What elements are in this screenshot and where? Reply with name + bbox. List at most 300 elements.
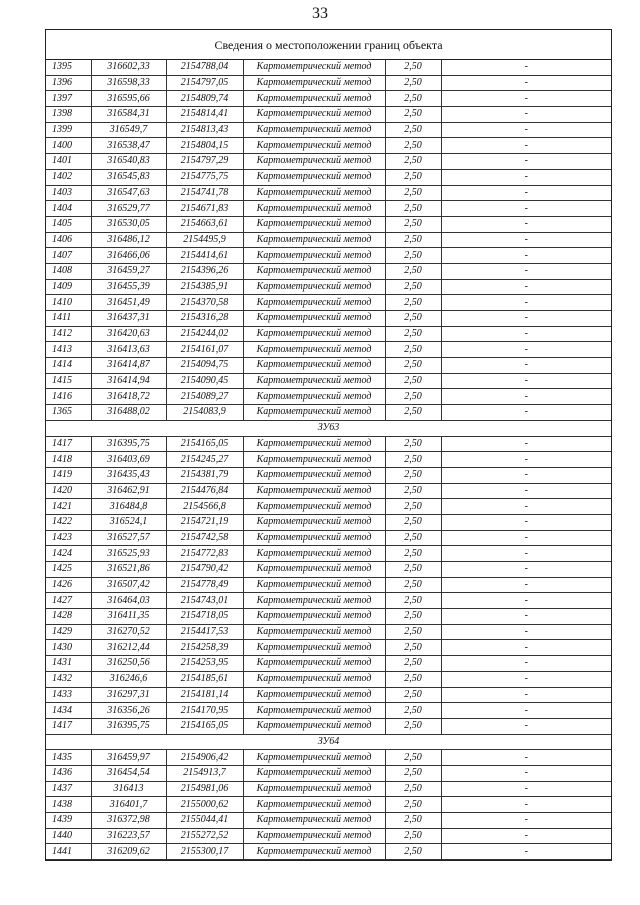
method-cell: Картометрический метод: [243, 216, 385, 232]
precision-cell: 2,50: [385, 311, 441, 327]
description-cell: -: [441, 75, 611, 91]
point-number-cell: 1396: [46, 75, 91, 91]
method-cell: Картометрический метод: [243, 718, 385, 734]
precision-cell: 2,50: [385, 703, 441, 719]
description-cell: -: [441, 185, 611, 201]
x-coordinate-cell: 316538,47: [91, 138, 166, 154]
description-cell: -: [441, 279, 611, 295]
method-cell: Картометрический метод: [243, 781, 385, 797]
precision-cell: 2,50: [385, 609, 441, 625]
method-cell: Картометрический метод: [243, 122, 385, 138]
point-number-cell: 1415: [46, 373, 91, 389]
point-number-cell: 1428: [46, 609, 91, 625]
method-cell: Картометрический метод: [243, 671, 385, 687]
method-cell: Картометрический метод: [243, 389, 385, 405]
x-coordinate-cell: 316459,97: [91, 750, 166, 766]
table-row: [46, 216, 611, 232]
description-cell: -: [441, 154, 611, 170]
description-cell: -: [441, 201, 611, 217]
description-cell: -: [441, 813, 611, 829]
y-coordinate-cell: 2154495,9: [166, 232, 243, 248]
description-cell: -: [441, 656, 611, 672]
description-cell: -: [441, 640, 611, 656]
table-row: [46, 201, 611, 217]
point-number-cell: 1434: [46, 703, 91, 719]
method-cell: Картометрический метод: [243, 562, 385, 578]
boundary-points-table: [46, 60, 611, 860]
point-number-cell: 1404: [46, 201, 91, 217]
precision-cell: 2,50: [385, 577, 441, 593]
point-number-cell: 1416: [46, 389, 91, 405]
y-coordinate-cell: 2154741,78: [166, 185, 243, 201]
point-number-cell: 1399: [46, 122, 91, 138]
precision-cell: 2,50: [385, 483, 441, 499]
y-coordinate-cell: 2154381,79: [166, 467, 243, 483]
x-coordinate-cell: 316413: [91, 781, 166, 797]
y-coordinate-cell: 2154721,19: [166, 514, 243, 530]
y-coordinate-cell: 2154772,83: [166, 546, 243, 562]
precision-cell: 2,50: [385, 248, 441, 264]
y-coordinate-cell: 2155000,62: [166, 797, 243, 813]
y-coordinate-cell: 2154797,05: [166, 75, 243, 91]
table-row: [46, 609, 611, 625]
x-coordinate-cell: 316403,69: [91, 452, 166, 468]
point-number-cell: 1419: [46, 467, 91, 483]
table-row: [46, 562, 611, 578]
method-cell: Картометрический метод: [243, 828, 385, 844]
point-number-cell: 1402: [46, 169, 91, 185]
x-coordinate-cell: 316411,35: [91, 609, 166, 625]
method-cell: Картометрический метод: [243, 279, 385, 295]
method-cell: Картометрический метод: [243, 499, 385, 515]
table-row: [46, 263, 611, 279]
precision-cell: 2,50: [385, 60, 441, 75]
method-cell: Картометрический метод: [243, 656, 385, 672]
table-row: [46, 703, 611, 719]
y-coordinate-cell: 2154790,42: [166, 562, 243, 578]
point-number-cell: 1422: [46, 514, 91, 530]
method-cell: Картометрический метод: [243, 107, 385, 123]
table-row: [46, 483, 611, 499]
method-cell: Картометрический метод: [243, 138, 385, 154]
x-coordinate-cell: 316484,8: [91, 499, 166, 515]
description-cell: -: [441, 373, 611, 389]
precision-cell: 2,50: [385, 640, 441, 656]
precision-cell: 2,50: [385, 624, 441, 640]
method-cell: Картометрический метод: [243, 185, 385, 201]
y-coordinate-cell: 2154913,7: [166, 765, 243, 781]
precision-cell: 2,50: [385, 514, 441, 530]
y-coordinate-cell: 2154906,42: [166, 750, 243, 766]
method-cell: Картометрический метод: [243, 201, 385, 217]
section-label: ЗУ64: [46, 734, 611, 750]
point-number-cell: 1430: [46, 640, 91, 656]
x-coordinate-cell: 316223,57: [91, 828, 166, 844]
x-coordinate-cell: 316540,83: [91, 154, 166, 170]
table-row: [46, 91, 611, 107]
description-cell: -: [441, 169, 611, 185]
description-cell: -: [441, 797, 611, 813]
point-number-cell: 1365: [46, 405, 91, 421]
point-number-cell: 1426: [46, 577, 91, 593]
y-coordinate-cell: 2155300,17: [166, 844, 243, 860]
description-cell: -: [441, 263, 611, 279]
table-row: [46, 750, 611, 766]
x-coordinate-cell: 316401,7: [91, 797, 166, 813]
description-cell: -: [441, 91, 611, 107]
y-coordinate-cell: 2154170,95: [166, 703, 243, 719]
description-cell: -: [441, 609, 611, 625]
precision-cell: 2,50: [385, 467, 441, 483]
description-cell: -: [441, 562, 611, 578]
description-cell: -: [441, 514, 611, 530]
point-number-cell: 1411: [46, 311, 91, 327]
description-cell: -: [441, 358, 611, 374]
point-number-cell: 1409: [46, 279, 91, 295]
x-coordinate-cell: 316246,6: [91, 671, 166, 687]
point-number-cell: 1401: [46, 154, 91, 170]
description-cell: -: [441, 530, 611, 546]
description-cell: -: [441, 436, 611, 452]
precision-cell: 2,50: [385, 593, 441, 609]
x-coordinate-cell: 316464,03: [91, 593, 166, 609]
method-cell: Картометрический метод: [243, 169, 385, 185]
x-coordinate-cell: 316584,31: [91, 107, 166, 123]
method-cell: Картометрический метод: [243, 326, 385, 342]
precision-cell: 2,50: [385, 499, 441, 515]
x-coordinate-cell: 316507,42: [91, 577, 166, 593]
method-cell: Картометрический метод: [243, 483, 385, 499]
method-cell: Картометрический метод: [243, 844, 385, 860]
method-cell: Картометрический метод: [243, 373, 385, 389]
point-number-cell: 1440: [46, 828, 91, 844]
method-cell: Картометрический метод: [243, 546, 385, 562]
table-row: [46, 138, 611, 154]
x-coordinate-cell: 316209,62: [91, 844, 166, 860]
y-coordinate-cell: 2154743,01: [166, 593, 243, 609]
y-coordinate-cell: 2154094,75: [166, 358, 243, 374]
x-coordinate-cell: 316598,33: [91, 75, 166, 91]
precision-cell: 2,50: [385, 750, 441, 766]
precision-cell: 2,50: [385, 765, 441, 781]
description-cell: -: [441, 232, 611, 248]
precision-cell: 2,50: [385, 169, 441, 185]
point-number-cell: 1420: [46, 483, 91, 499]
table-row: [46, 640, 611, 656]
description-cell: -: [441, 671, 611, 687]
x-coordinate-cell: 316466,06: [91, 248, 166, 264]
point-number-cell: 1407: [46, 248, 91, 264]
x-coordinate-cell: 316595,66: [91, 91, 166, 107]
x-coordinate-cell: 316414,87: [91, 358, 166, 374]
method-cell: Картометрический метод: [243, 593, 385, 609]
y-coordinate-cell: 2154813,43: [166, 122, 243, 138]
description-cell: -: [441, 593, 611, 609]
point-number-cell: 1441: [46, 844, 91, 860]
point-number-cell: 1423: [46, 530, 91, 546]
table-row: [46, 844, 611, 860]
method-cell: Картометрический метод: [243, 263, 385, 279]
precision-cell: 2,50: [385, 813, 441, 829]
x-coordinate-cell: 316356,26: [91, 703, 166, 719]
y-coordinate-cell: 2154165,05: [166, 718, 243, 734]
precision-cell: 2,50: [385, 326, 441, 342]
table-row: [46, 75, 611, 91]
y-coordinate-cell: 2154165,05: [166, 436, 243, 452]
x-coordinate-cell: 316529,77: [91, 201, 166, 217]
precision-cell: 2,50: [385, 154, 441, 170]
table-row: [46, 122, 611, 138]
y-coordinate-cell: 2154161,07: [166, 342, 243, 358]
table-row: [46, 248, 611, 264]
precision-cell: 2,50: [385, 436, 441, 452]
y-coordinate-cell: 2154814,41: [166, 107, 243, 123]
method-cell: Картометрический метод: [243, 703, 385, 719]
table-row: [46, 405, 611, 421]
precision-cell: 2,50: [385, 562, 441, 578]
x-coordinate-cell: 316549,7: [91, 122, 166, 138]
table-row: [46, 169, 611, 185]
precision-cell: 2,50: [385, 107, 441, 123]
precision-cell: 2,50: [385, 530, 441, 546]
method-cell: Картометрический метод: [243, 813, 385, 829]
table-row: [46, 452, 611, 468]
precision-cell: 2,50: [385, 342, 441, 358]
method-cell: Картометрический метод: [243, 311, 385, 327]
precision-cell: 2,50: [385, 687, 441, 703]
x-coordinate-cell: 316521,86: [91, 562, 166, 578]
x-coordinate-cell: 316602,33: [91, 60, 166, 75]
method-cell: Картометрический метод: [243, 530, 385, 546]
section-label: ЗУ63: [46, 420, 611, 436]
table-row: [46, 765, 611, 781]
table-row: [46, 436, 611, 452]
description-cell: -: [441, 107, 611, 123]
precision-cell: 2,50: [385, 75, 441, 91]
y-coordinate-cell: 2154663,61: [166, 216, 243, 232]
y-coordinate-cell: 2154253,95: [166, 656, 243, 672]
y-coordinate-cell: 2154797,29: [166, 154, 243, 170]
table-row: [46, 342, 611, 358]
point-number-cell: 1432: [46, 671, 91, 687]
precision-cell: 2,50: [385, 828, 441, 844]
table-row: [46, 671, 611, 687]
method-cell: Картометрический метод: [243, 75, 385, 91]
description-cell: -: [441, 342, 611, 358]
table-row: [46, 546, 611, 562]
description-cell: -: [441, 499, 611, 515]
precision-cell: 2,50: [385, 216, 441, 232]
precision-cell: 2,50: [385, 389, 441, 405]
precision-cell: 2,50: [385, 405, 441, 421]
y-coordinate-cell: 2155044,41: [166, 813, 243, 829]
method-cell: Картометрический метод: [243, 342, 385, 358]
point-number-cell: 1412: [46, 326, 91, 342]
precision-cell: 2,50: [385, 185, 441, 201]
table-row: [46, 624, 611, 640]
point-number-cell: 1437: [46, 781, 91, 797]
description-cell: -: [441, 452, 611, 468]
point-number-cell: 1418: [46, 452, 91, 468]
method-cell: Картометрический метод: [243, 624, 385, 640]
method-cell: Картометрический метод: [243, 91, 385, 107]
description-cell: -: [441, 467, 611, 483]
point-number-cell: 1410: [46, 295, 91, 311]
precision-cell: 2,50: [385, 718, 441, 734]
y-coordinate-cell: 2154788,04: [166, 60, 243, 75]
description-cell: -: [441, 718, 611, 734]
precision-cell: 2,50: [385, 279, 441, 295]
y-coordinate-cell: 2154981,06: [166, 781, 243, 797]
y-coordinate-cell: 2154417,53: [166, 624, 243, 640]
precision-cell: 2,50: [385, 781, 441, 797]
point-number-cell: 1417: [46, 718, 91, 734]
x-coordinate-cell: 316455,39: [91, 279, 166, 295]
y-coordinate-cell: 2154671,83: [166, 201, 243, 217]
point-number-cell: 1397: [46, 91, 91, 107]
y-coordinate-cell: 2154778,49: [166, 577, 243, 593]
x-coordinate-cell: 316372,98: [91, 813, 166, 829]
description-cell: -: [441, 389, 611, 405]
description-cell: -: [441, 138, 611, 154]
point-number-cell: 1414: [46, 358, 91, 374]
precision-cell: 2,50: [385, 373, 441, 389]
point-number-cell: 1424: [46, 546, 91, 562]
x-coordinate-cell: 316486,12: [91, 232, 166, 248]
y-coordinate-cell: 2154181,14: [166, 687, 243, 703]
table-row: [46, 107, 611, 123]
x-coordinate-cell: 316420,63: [91, 326, 166, 342]
point-number-cell: 1438: [46, 797, 91, 813]
table-row: [46, 781, 611, 797]
method-cell: Картометрический метод: [243, 797, 385, 813]
x-coordinate-cell: 316297,31: [91, 687, 166, 703]
y-coordinate-cell: 2154742,58: [166, 530, 243, 546]
method-cell: Картометрический метод: [243, 358, 385, 374]
precision-cell: 2,50: [385, 295, 441, 311]
method-cell: Картометрический метод: [243, 577, 385, 593]
x-coordinate-cell: 316454,54: [91, 765, 166, 781]
boundary-table-frame: [45, 29, 612, 861]
table-row: [46, 311, 611, 327]
y-coordinate-cell: 2154804,15: [166, 138, 243, 154]
point-number-cell: 1429: [46, 624, 91, 640]
x-coordinate-cell: 316524,1: [91, 514, 166, 530]
x-coordinate-cell: 316414,94: [91, 373, 166, 389]
description-cell: -: [441, 483, 611, 499]
method-cell: Картометрический метод: [243, 467, 385, 483]
description-cell: -: [441, 624, 611, 640]
point-number-cell: 1439: [46, 813, 91, 829]
description-cell: -: [441, 546, 611, 562]
section-header-row: [46, 420, 611, 436]
table-row: [46, 279, 611, 295]
precision-cell: 2,50: [385, 263, 441, 279]
y-coordinate-cell: 2154089,27: [166, 389, 243, 405]
y-coordinate-cell: 2154385,91: [166, 279, 243, 295]
method-cell: Картометрический метод: [243, 60, 385, 75]
y-coordinate-cell: 2154185,61: [166, 671, 243, 687]
description-cell: -: [441, 326, 611, 342]
method-cell: Картометрический метод: [243, 405, 385, 421]
table-row: [46, 813, 611, 829]
method-cell: Картометрический метод: [243, 232, 385, 248]
page-number: 33: [312, 5, 328, 22]
x-coordinate-cell: 316270,52: [91, 624, 166, 640]
x-coordinate-cell: 316395,75: [91, 718, 166, 734]
table-row: [46, 718, 611, 734]
method-cell: Картометрический метод: [243, 154, 385, 170]
table-title: Сведения о местоположении границ объекта: [46, 30, 611, 60]
x-coordinate-cell: 316525,93: [91, 546, 166, 562]
point-number-cell: 1395: [46, 60, 91, 75]
method-cell: Картометрический метод: [243, 609, 385, 625]
y-coordinate-cell: 2154775,75: [166, 169, 243, 185]
method-cell: Картометрический метод: [243, 750, 385, 766]
table-row: [46, 326, 611, 342]
precision-cell: 2,50: [385, 546, 441, 562]
method-cell: Картометрический метод: [243, 248, 385, 264]
description-cell: -: [441, 765, 611, 781]
description-cell: -: [441, 311, 611, 327]
table-row: [46, 358, 611, 374]
table-row: [46, 687, 611, 703]
x-coordinate-cell: 316435,43: [91, 467, 166, 483]
description-cell: -: [441, 687, 611, 703]
table-row: [46, 577, 611, 593]
method-cell: Картометрический метод: [243, 452, 385, 468]
precision-cell: 2,50: [385, 91, 441, 107]
precision-cell: 2,50: [385, 201, 441, 217]
point-number-cell: 1405: [46, 216, 91, 232]
description-cell: -: [441, 60, 611, 75]
description-cell: -: [441, 577, 611, 593]
description-cell: -: [441, 750, 611, 766]
precision-cell: 2,50: [385, 671, 441, 687]
precision-cell: 2,50: [385, 844, 441, 860]
x-coordinate-cell: 316547,63: [91, 185, 166, 201]
table-body: [46, 60, 611, 860]
description-cell: -: [441, 248, 611, 264]
y-coordinate-cell: 2154414,61: [166, 248, 243, 264]
precision-cell: 2,50: [385, 232, 441, 248]
point-number-cell: 1436: [46, 765, 91, 781]
y-coordinate-cell: 2154244,02: [166, 326, 243, 342]
table-row: [46, 389, 611, 405]
precision-cell: 2,50: [385, 452, 441, 468]
point-number-cell: 1408: [46, 263, 91, 279]
precision-cell: 2,50: [385, 138, 441, 154]
y-coordinate-cell: 2154083,9: [166, 405, 243, 421]
table-row: [46, 828, 611, 844]
y-coordinate-cell: 2154245,27: [166, 452, 243, 468]
x-coordinate-cell: 316459,27: [91, 263, 166, 279]
description-cell: -: [441, 828, 611, 844]
x-coordinate-cell: 316212,44: [91, 640, 166, 656]
table-row: [46, 797, 611, 813]
x-coordinate-cell: 316418,72: [91, 389, 166, 405]
y-coordinate-cell: 2154316,28: [166, 311, 243, 327]
x-coordinate-cell: 316413,63: [91, 342, 166, 358]
table-row: [46, 185, 611, 201]
y-coordinate-cell: 2154370,58: [166, 295, 243, 311]
table-row: [46, 154, 611, 170]
description-cell: -: [441, 216, 611, 232]
table-row: [46, 60, 611, 75]
table-row: [46, 467, 611, 483]
x-coordinate-cell: 316462,91: [91, 483, 166, 499]
section-header-row: [46, 734, 611, 750]
